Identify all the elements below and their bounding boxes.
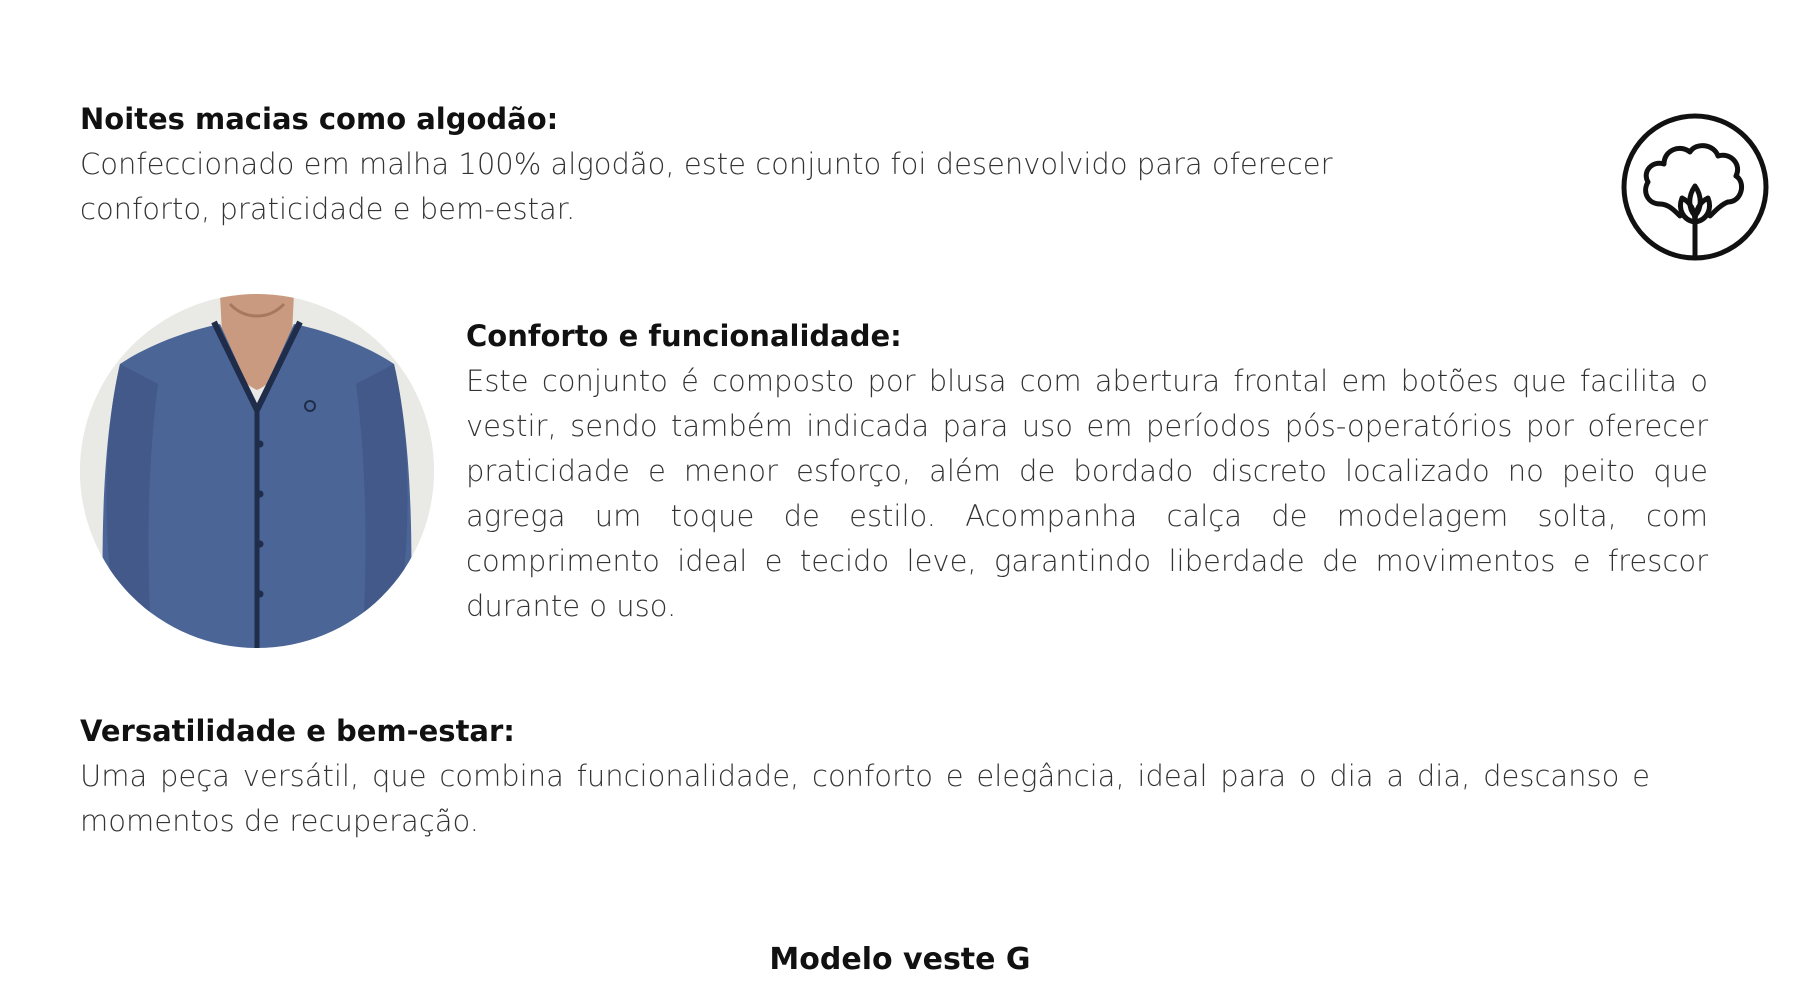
- versatility-section-title: Versatilidade e bem-estar:: [80, 714, 515, 748]
- comfort-section-title: Conforto e funcionalidade:: [466, 319, 902, 353]
- cotton-section: [80, 97, 1500, 232]
- model-photo: [80, 294, 434, 648]
- comfort-section: [466, 314, 1708, 629]
- model-size-caption: Modelo veste G: [769, 942, 1031, 977]
- versatility-section: [80, 709, 1650, 844]
- cotton-section-title: Noites macias como algodão:: [80, 102, 559, 136]
- cotton-flower-icon: [1620, 112, 1770, 262]
- versatility-section-text: Uma peça versátil, que combina funcionalidade, conforto e elegância, ideal para o dia a dia, descanso e momentos de recuperação.: [80, 759, 1650, 838]
- cotton-section-text: Confeccionado em malha 100% algodão, este conjunto foi desenvolvido para oferecer conforto, praticidade e bem-estar.: [80, 147, 1333, 226]
- comfort-section-text: Este conjunto é composto por blusa com abertura frontal em botões que facilita o vestir, sendo também indicada para uso em períodos pós-operatórios por oferecer praticidade e menor esforço, além de bordado discreto localizado no peito que agrega um toque de estilo. Acompanha calça de modelagem solta, com comprimento ideal e tecido leve, garantindo liberdade de movimentos e frescor durante o uso.: [466, 364, 1708, 623]
